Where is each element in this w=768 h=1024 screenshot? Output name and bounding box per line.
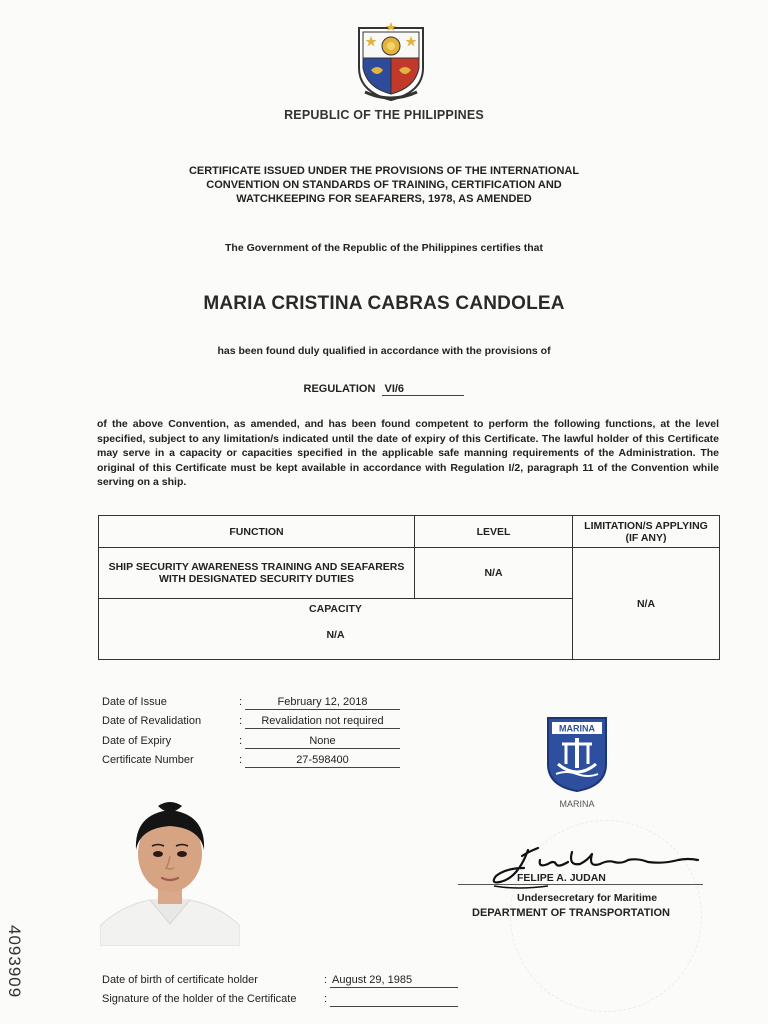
- signatory-department: DEPARTMENT OF TRANSPORTATION: [472, 907, 670, 919]
- date-of-expiry-row: [102, 735, 402, 753]
- colon: :: [324, 993, 328, 1005]
- limitations-header: LIMITATION/S APPLYING (IF ANY): [573, 516, 720, 548]
- capacity-value: N/A: [326, 628, 345, 641]
- limitations-cell: N/A: [573, 548, 720, 660]
- certificate-number-row: [102, 754, 402, 772]
- competency-paragraph: of the above Convention, as amended, and has been found competent to perform the following functions, at the level specified, subject to any limitation/s indicated until the date of expiry of this Certificate. The lawful holder of this Certificate may serve in a capacity or capacities specified in the applicable safe manning requirements of the Administration. The original of this Certificate must be kept available in accordance with Regulation I/2, paragraph 11 of the Convention while serving on a ship.: [97, 418, 719, 489]
- marina-logo-text: MARINA: [559, 723, 595, 734]
- qualified-statement: has been found duly qualified in accordance with the provisions of: [217, 345, 551, 357]
- date-of-issue-row: [102, 696, 402, 714]
- functions-table: [98, 515, 720, 660]
- regulation-value: VI/6: [382, 383, 464, 396]
- signatory-name: FELIPE A. JUDAN: [517, 872, 606, 884]
- country-name: REPUBLIC OF THE PHILIPPINES: [284, 108, 484, 122]
- certifies-statement: The Government of the Republic of the Philippines certifies that: [225, 242, 543, 254]
- heading-line: WATCHKEEPING FOR SEAFARERS, 1978, AS AMENDED: [236, 193, 532, 205]
- capacity-cell: [99, 598, 573, 659]
- function-header: FUNCTION: [99, 516, 415, 548]
- holder-name: MARIA CRISTINA CABRAS CANDOLEA: [203, 293, 565, 314]
- colon: :: [324, 974, 328, 986]
- date-of-expiry-value: None: [245, 735, 400, 749]
- holder-signature-row: [102, 993, 462, 1009]
- capacity-label: CAPACITY: [309, 602, 362, 615]
- colon: :: [239, 696, 243, 708]
- heading-line: CERTIFICATE ISSUED UNDER THE PROVISIONS OF THE INTERNATIONAL: [188, 165, 580, 177]
- marina-caption: MARINA: [559, 799, 595, 809]
- date-of-issue-label: Date of Issue: [102, 696, 167, 708]
- dob-label: Date of birth of certificate holder: [102, 974, 258, 986]
- colon: :: [239, 754, 243, 766]
- table-row: [99, 548, 720, 598]
- certificate-heading: [0, 164, 768, 206]
- colon: :: [239, 735, 243, 747]
- dob-value: August 29, 1985: [330, 974, 458, 988]
- signatory-title: Undersecretary for Maritime: [517, 892, 658, 904]
- colon: :: [239, 715, 243, 727]
- date-of-revalidation-row: [102, 715, 402, 733]
- function-cell: SHIP SECURITY AWARENESS TRAINING AND SEAFARERS WITH DESIGNATED SECURITY DUTIES: [99, 548, 415, 598]
- coat-of-arms-seal-icon: [353, 18, 429, 102]
- heading-line: CONVENTION ON STANDARDS OF TRAINING, CERTIFICATION AND: [206, 179, 562, 191]
- regulation-line: [0, 383, 768, 396]
- level-header: LEVEL: [415, 516, 573, 548]
- holder-signature-field: [330, 993, 458, 1007]
- date-of-revalidation-value: Revalidation not required: [245, 715, 400, 729]
- holder-photo: [100, 796, 240, 946]
- level-cell: N/A: [415, 548, 573, 598]
- date-of-issue-value: February 12, 2018: [245, 696, 400, 710]
- signature-line: [458, 884, 703, 885]
- date-of-revalidation-label: Date of Revalidation: [102, 715, 202, 727]
- dob-row: [102, 974, 462, 990]
- serial-number: 4093909: [5, 925, 24, 999]
- regulation-label: REGULATION: [303, 383, 376, 395]
- table-header-row: [99, 516, 720, 548]
- holder-signature-label: Signature of the holder of the Certificate: [102, 993, 297, 1005]
- certificate-number-value: 27-598400: [245, 754, 400, 768]
- marina-logo-icon: [546, 716, 608, 792]
- certificate-number-label: Certificate Number: [102, 754, 194, 766]
- signatory-signature: [488, 838, 708, 898]
- date-of-expiry-label: Date of Expiry: [102, 735, 172, 747]
